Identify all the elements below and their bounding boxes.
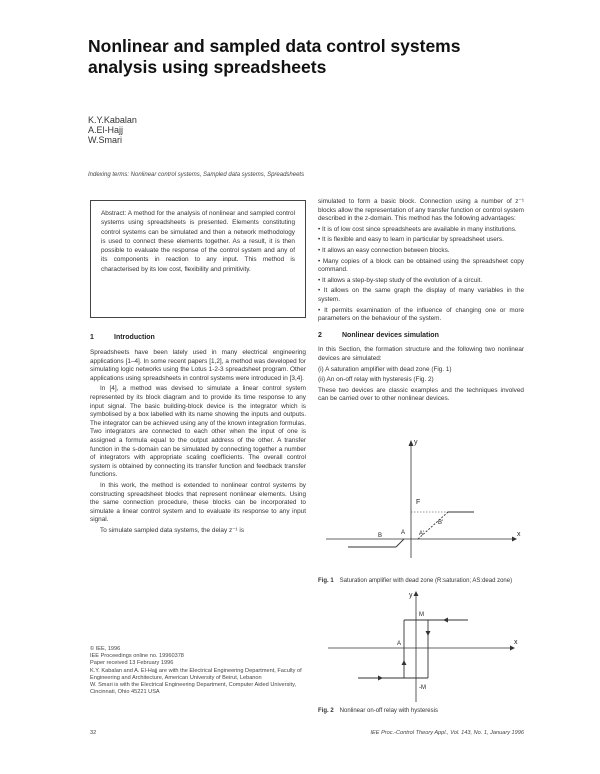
y-axis-arrow (414, 591, 419, 596)
fig2-label-neg-m: -M (419, 685, 426, 691)
section-number: 1 (90, 334, 94, 341)
list-item: • It is flexible and easy to learn in particular by spreadsheet users. (318, 236, 504, 244)
fig1-label-a: A (401, 530, 406, 536)
paragraph: In [4], a method was devised to simulate a linear control system represented by its block diagram and to provide its time response to any input signal. The basic building-block device is the integrator which is symbolised by a box labelled with its name showing the inputs and outputs. The integrator can be achieved using any of the known integration formulas. Two integrators are connected to each other when the input of one is assigned a formula equal to the output address of the other. A transfer function in the s-domain can be simulated by connecting together a number of integrators with appropriate scaling coefficients. The overall control system is obtained by connecting its transfer function and feedback transfer functions. (90, 385, 306, 479)
list-item: (ii) An on-off relay with hysteresis (Fig. 2) (318, 376, 434, 384)
abstract-box: Abstract: A method for the analysis of nonlinear and sampled control systems using spreadsheets is presented. Elements constituting control systems can be simulated and then a network methodology is used to connect these elements together. As a result, it is then possible to evaluate the response of the control system and any of its components in reaction to any input. This method is characterised by its low cost, flexibility and primitivity. (90, 200, 306, 318)
list-item: • It permits examination of the influence of changing one or more parameters on the behaviour of the system. (318, 306, 524, 323)
right-arrow (378, 676, 383, 681)
figure-label: Fig. 2 (318, 708, 334, 714)
footnote-line: Paper received 13 February 1996 (90, 660, 174, 667)
list-item: (i) A saturation amplifier with dead zone (Fig. 1) (318, 365, 452, 373)
list-item: • Many copies of a block can be obtained using the spreadsheet copy command. (318, 257, 524, 274)
right-column (318, 198, 524, 406)
fig1-label-x: x (517, 531, 521, 538)
paragraph: simulated to form a basic block. Connection using a number of z⁻¹ blocks allow the representation of any transfer function or control system described in the z-domain. This method has the following advantages: (318, 198, 524, 223)
down-arrow (426, 631, 431, 636)
up-arrow (402, 660, 407, 665)
author-name: W.Smari (88, 135, 123, 145)
paragraph: Spreadsheets have been lately used in many electrical engineering applications [1–4]. In some recent papers [1,2], a method was developed for simulating logic networks using the Lotus 1-2-3 spreadsheet program. Other applications using spreadsheets in control systems were introduced in [3,4]. (90, 349, 306, 382)
paragraph: These two devices are classic examples and the techniques involved can be carried over to other nonlinear devices. (318, 386, 524, 403)
section-title: Introduction (114, 334, 155, 341)
fig2-label-x: x (514, 639, 518, 646)
caption-text: Saturation amplifier with dead zone (R:saturation; AS:dead zone) (339, 578, 513, 584)
fig1-label-b: B (378, 533, 383, 539)
figure-1-diagram (318, 428, 524, 564)
footnote-line: W. Smari is with the Electrical Engineering Department, Computer Aided University, Cincinnati, Ohio 45221 USA (90, 682, 297, 696)
paragraph: In this work, the method is extended to nonlinear control systems by constructing spreadsheet blocks that represent nonlinear elements. Using the same connection procedure, these blocks can be incorporated to simulate a linear control system and to evaluate its response to any input signal. (90, 481, 306, 524)
figure-1-caption (318, 578, 524, 584)
author-name: K.Y.Kabalan (88, 115, 137, 125)
page-number: 32 (90, 730, 97, 736)
list-item: • It allows an easy connection between blocks. (318, 246, 450, 254)
section-number: 2 (318, 331, 322, 339)
journal-reference: IEE Proc.-Control Theory Appl., Vol. 143, No. 1, January 1996 (370, 730, 524, 736)
list-item: • It allows on the same graph the display of many variables in the system. (318, 287, 524, 303)
section-introduction (90, 334, 306, 537)
paper-title: Nonlinear and sampled data control systems analysis using spreadsheets (88, 36, 461, 77)
advantages-list (318, 226, 524, 324)
fig1-label-y: y (414, 439, 418, 446)
paragraph: In this Section, the formation structure and the following two nonlinear devices are simulated: (318, 346, 524, 362)
fig1-label-f: F (416, 499, 421, 506)
section-heading (318, 332, 524, 341)
fig1-label-a-prime: A' (419, 531, 425, 537)
section-title: Nonlinear devices simulation (342, 331, 439, 339)
y-axis-arrow (409, 440, 414, 446)
author-list (88, 115, 137, 145)
section-heading (90, 334, 306, 341)
fig2-label-y: y (409, 592, 413, 599)
list-item: • It is of low cost since spreadsheets are available in many institutions. (318, 225, 517, 233)
figure-2-caption (318, 708, 524, 714)
figure-label: Fig. 1 (318, 578, 334, 584)
left-arrow (443, 618, 448, 623)
paragraph: To simulate sampled data systems, the delay z⁻¹ is (100, 526, 245, 534)
fig2-label-m: M (419, 612, 424, 618)
fig2-label-a: A (397, 641, 402, 647)
x-axis-arrow (510, 646, 515, 651)
lower-slope (396, 539, 404, 547)
indexing-terms: Indexing terms: Nonlinear control systems, Sampled data systems, Spreadsheets (88, 172, 305, 178)
author-name: A.El-Hajj (88, 125, 124, 135)
list-item: • It allows a step-by-step study of the evolution of a circuit. (318, 276, 483, 284)
footnote-line: © IEE, 1996 (90, 646, 121, 652)
footnote-line: IEE Proceedings online no. 19960378 (90, 653, 184, 660)
figure-2-diagram (318, 588, 524, 706)
fig1-label-b-prime: B' (438, 520, 444, 526)
footnote-line: K.Y. Kabalan and A. El-Hajj are with the Electrical Engineering Department, Faculty of Engineering and Architecture, American University of Beirut, Lebanon (90, 667, 302, 681)
section-body (90, 349, 306, 535)
caption-text: Nonlinear on-off relay with hysteresis (339, 708, 438, 714)
footnotes (90, 646, 306, 696)
